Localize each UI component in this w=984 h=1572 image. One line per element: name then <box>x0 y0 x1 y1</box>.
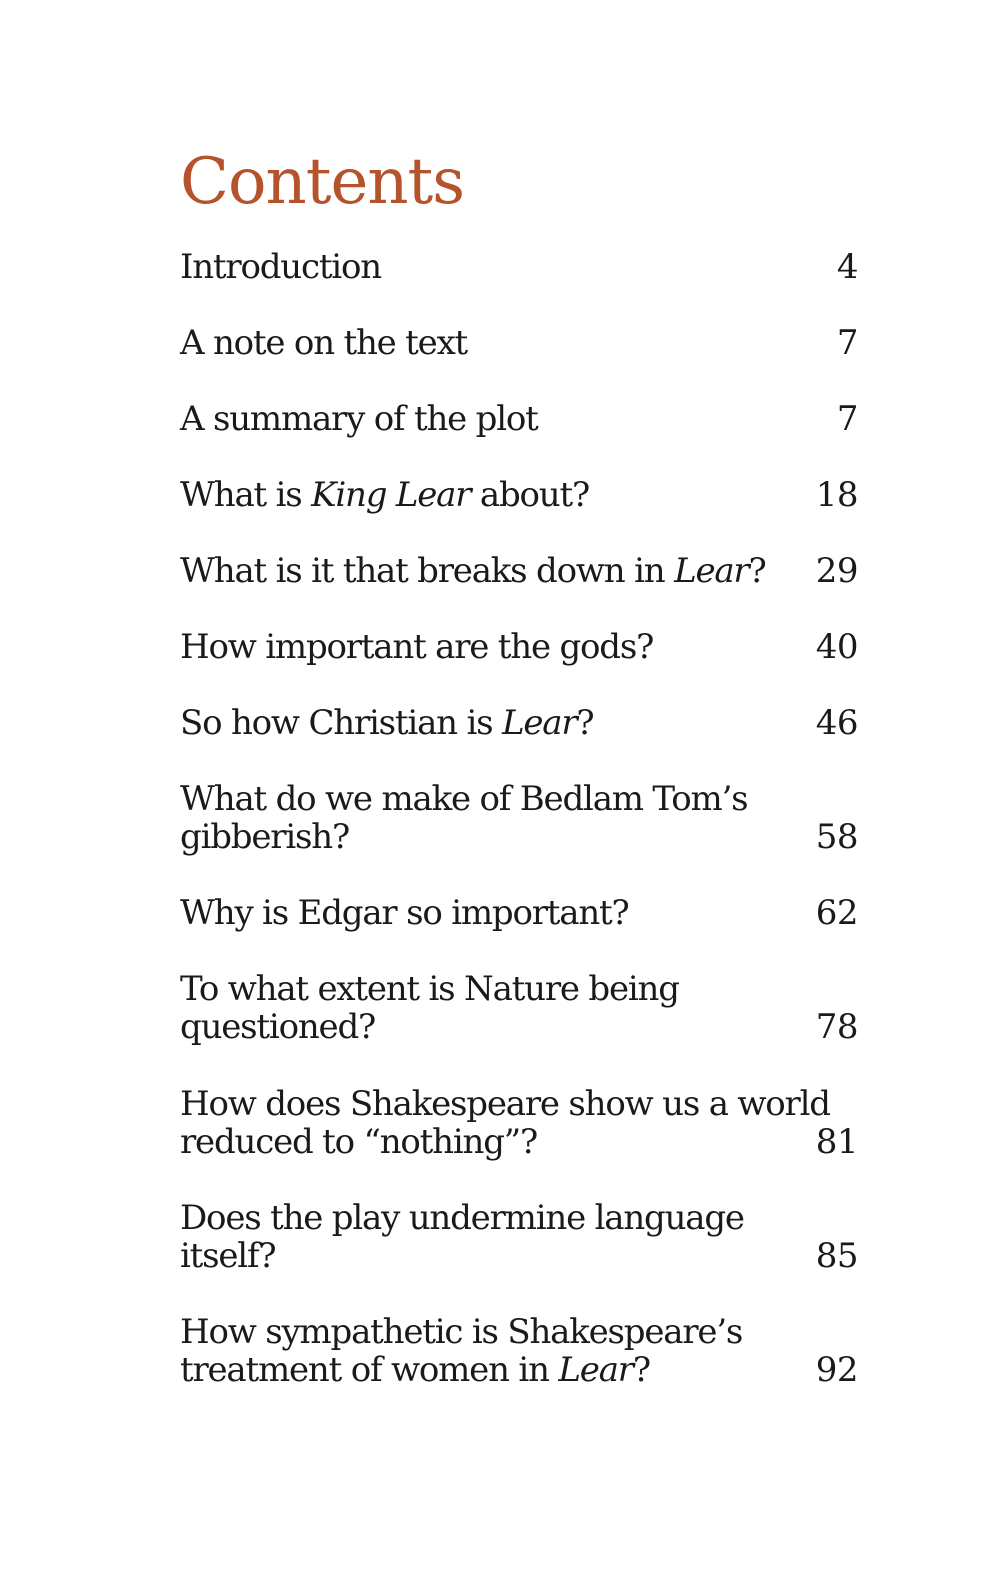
toc-entry-title: A note on the text <box>180 323 468 363</box>
toc-entry-page-number: 85 <box>815 1236 858 1276</box>
toc-entry-title: How important are the gods? <box>180 627 654 667</box>
toc-entry-page-number: 62 <box>815 893 858 933</box>
toc-entry-page-number: 46 <box>815 703 858 743</box>
play-title: Lear <box>558 1350 633 1390</box>
toc-entry-page-number: 92 <box>815 1350 858 1390</box>
toc-entry-page-number: 4 <box>836 247 858 287</box>
play-title: Lear <box>674 551 749 591</box>
page-title: Contents <box>180 145 465 219</box>
toc-entry-page-number: 18 <box>815 475 858 515</box>
toc-entry-title: A summary of the plot <box>180 399 538 439</box>
toc-entry-page-number: 7 <box>836 323 858 363</box>
toc-entry-title: What is it that breaks down in Lear? <box>180 551 766 591</box>
toc-entry-page-number: 78 <box>815 1007 858 1047</box>
toc-entry-title: Why is Edgar so important? <box>180 893 629 933</box>
toc-entry-page-number: 7 <box>836 399 858 439</box>
toc-entry-title: Introduction <box>180 247 381 287</box>
table-of-contents <box>180 0 858 1572</box>
toc-entry-page-number: 81 <box>815 1122 858 1162</box>
play-title: King Lear <box>311 475 471 515</box>
toc-entry-title: How sympathetic is Shakespeare’s treatment of women in Lear? <box>180 1312 743 1390</box>
toc-entry-title: Does the play undermine language itself? <box>180 1198 744 1276</box>
toc-entry-page-number: 58 <box>815 817 858 857</box>
toc-entry-title: What do we make of Bedlam Tom’s gibberish? <box>180 779 748 857</box>
toc-entry-title: To what extent is Nature being questioned? <box>180 969 679 1047</box>
play-title: Lear <box>501 703 577 743</box>
toc-entry-title: So how Christian is Lear? <box>180 703 594 743</box>
toc-entry-page-number: 29 <box>815 551 858 591</box>
toc-entry-title: How does Shakespeare show us a world reduced to “nothing”? <box>180 1084 830 1162</box>
toc-entry-title: What is King Lear about? <box>180 475 589 515</box>
toc-entry-page-number: 40 <box>815 627 858 667</box>
